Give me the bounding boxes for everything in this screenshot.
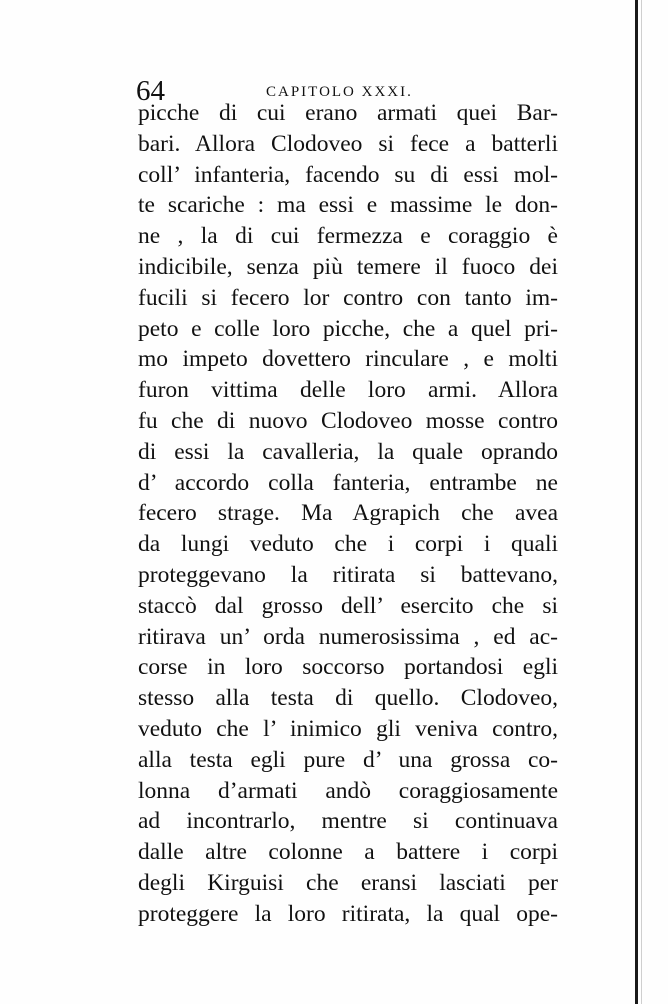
text-line: dalle altre colonne a battere i corpi xyxy=(138,839,558,866)
page-edge xyxy=(635,0,638,1004)
text-line: stesso alla testa di quello. Clodoveo, xyxy=(138,685,558,712)
text-line: lonna d’armati andò coraggiosamente xyxy=(138,777,558,804)
text-line: picche di cui erano armati quei Bar- xyxy=(138,100,558,126)
text-line: ne , la di cui fermezza e coraggio è xyxy=(138,223,558,250)
text-line: te scariche : ma essi e massime le don- xyxy=(138,192,558,219)
text-line: bari. Allora Clodoveo si fece a batterli xyxy=(138,130,558,157)
text-line: mo impeto dovettero rinculare , e molti xyxy=(138,346,558,373)
text-line: corse in loro soccorso portandosi egli xyxy=(138,654,558,681)
text-line: furon vittima delle loro armi. Allora xyxy=(138,377,558,404)
text-line: indicibile, senza più temere il fuoco dei xyxy=(138,253,558,280)
running-head: CAPITOLO XXXI. xyxy=(266,84,413,100)
page-edge-shadow xyxy=(641,0,642,1004)
text-line: staccò dal grosso dell’ esercito che si xyxy=(138,592,558,619)
text-line: alla testa egli pure d’ una grossa co- xyxy=(138,746,558,773)
text-line: proteggere la loro ritirata, la qual ope- xyxy=(138,900,558,927)
text-line: fucili si fecero lor contro con tanto im- xyxy=(138,284,558,311)
text-line: proteggevano la ritirata si battevano, xyxy=(138,561,558,588)
text-line: veduto che l’ inimico gli veniva contro, xyxy=(138,715,558,742)
text-line: ad incontrarlo, mentre si continuava xyxy=(138,808,558,835)
text-line: coll’ infanteria, facendo su di essi mol- xyxy=(138,161,558,188)
body-text xyxy=(138,98,558,930)
text-line: peto e colle loro picche, che a quel pri- xyxy=(138,315,558,342)
text-line: fecero strage. Ma Agrapich che avea xyxy=(138,500,558,527)
text-line: fu che di nuovo Clodoveo mosse contro xyxy=(138,407,558,434)
text-line: d’ accordo colla fanteria, entrambe ne xyxy=(138,469,558,496)
text-line: da lungi veduto che i corpi i quali xyxy=(138,531,558,558)
text-line: ritirava un’ orda numerosissima , ed ac- xyxy=(138,623,558,650)
text-line: degli Kirguisi che eransi lasciati per xyxy=(138,869,558,896)
text-line: di essi la cavalleria, la quale oprando xyxy=(138,438,558,465)
page-number: 64 xyxy=(136,75,165,107)
